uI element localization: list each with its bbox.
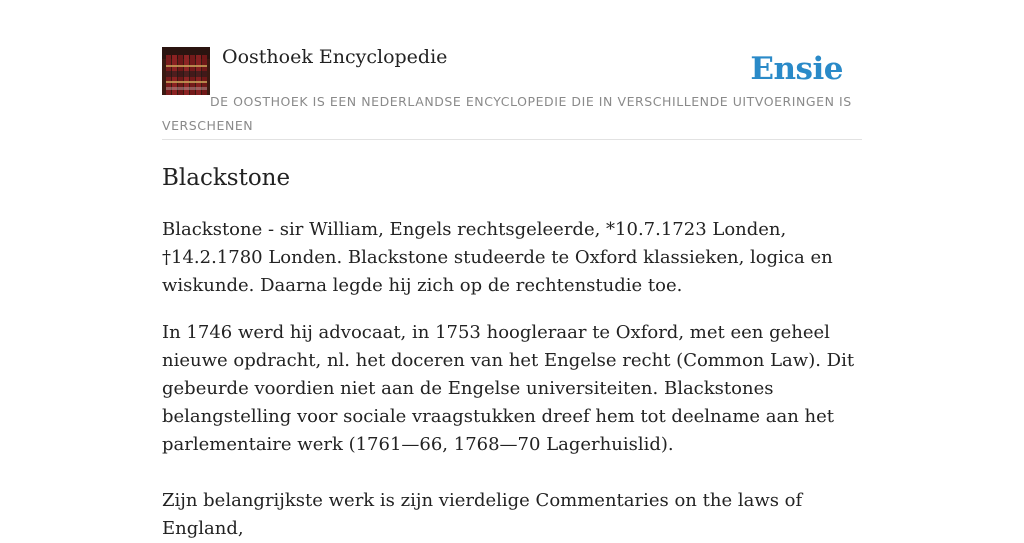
brand-logo[interactable]: Ensie [750,51,843,87]
article-paragraph-1: Blackstone - sir William, Engels rechtsgeleerde, *10.7.1723 Londen, †14.2.1780 Londen. Blackstone studeerde te Oxford klassieken, logica en wiskunde. Daarna legde hij zich op de rechtenstudie toe. [162,219,833,296]
source-tagline: DE OOSTHOEK IS EEN NEDERLANDSE ENCYCLOPEDIE DIE IN VERSCHILLENDE UITVOERINGEN IS VERSCHENEN [162,94,852,133]
page-container [162,0,862,539]
avatar[interactable] [162,47,210,95]
article-title: Blackstone [162,165,291,191]
source-name[interactable]: Oosthoek Encyclopedie [222,46,448,68]
article-paragraph-2: In 1746 werd hij advocaat, in 1753 hoogleraar te Oxford, met een geheel nieuwe opdracht, nl. het doceren van het Engelse recht (Common Law). Dit gebeurde voordien niet aan de Engelse universiteiten. Blackstones belangstelling voor sociale vraagstukken dreef hem tot deelname aan het parlementaire werk (1761—66, 1768—70 Lagerhuislid). [162,322,855,455]
article-paragraph-3: Zijn belangrijkste werk is zijn vierdelige Commentaries on the laws of England, [162,490,803,539]
header [162,0,862,140]
encyclopedia-books-icon [162,47,210,95]
